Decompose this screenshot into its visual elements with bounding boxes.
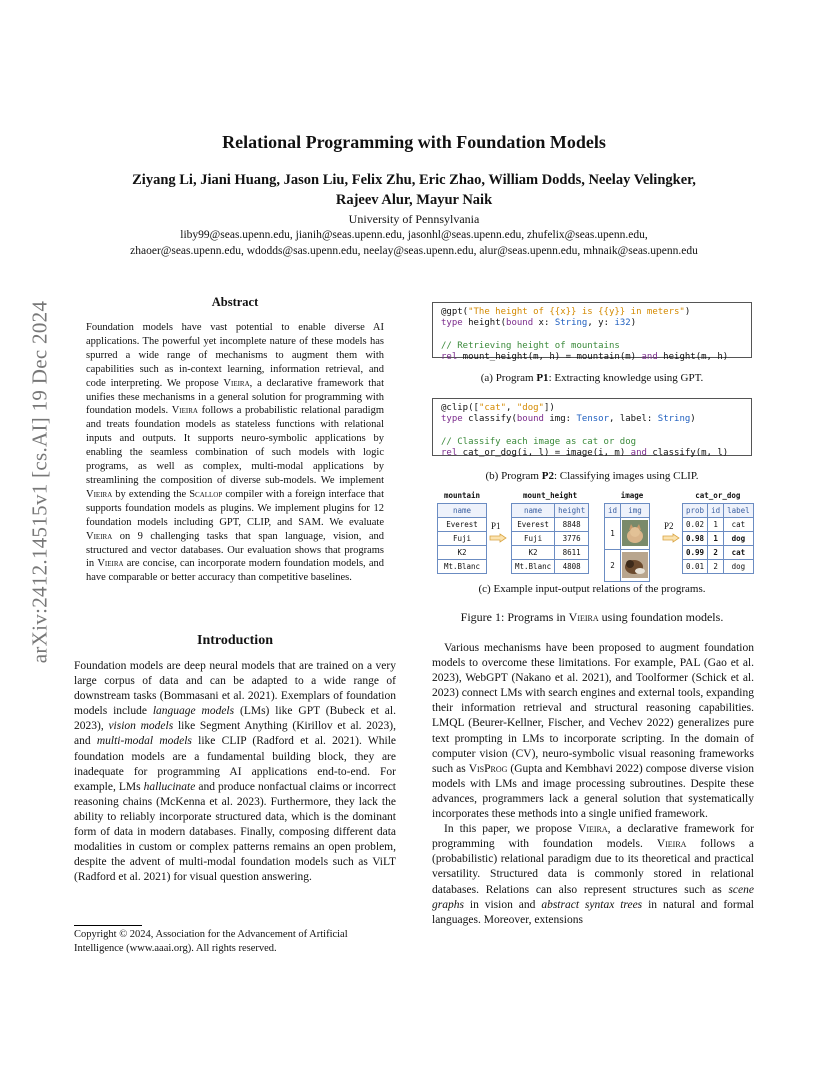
emails [40,227,788,259]
code-block-p2: @clip(["cat", "dog"]) type classify(bound img: Tensor, label: String) // Classify each image as cat or dog rel cat_or_dog(i, l) = image(i, m) and classify(m, l) [432,398,752,456]
table-mountain: mountain name Everest Fuji K2 Mt.Blanc [437,491,487,574]
caption-b: (b) Program P2: Classifying images using CLIP. [485,470,699,482]
table-cell: Everest [438,518,487,532]
caption-c: (c) Example input-output relations of the programs. [478,583,706,595]
intro-text: Foundation models are deep neural models that are trained on a very large corpus of data and can be adapted to a wide range of downstream tasks (Bommasani et al. 2021). Exemplars of foundation models include language models (LMs) like GPT (Bubeck et al. 2023), vision models like Segment Anything (Kirillov et al. 2023), and multi-modal models like CLIP (Radford et al. 2021). While foundation models are a fundamental building block, they are inadequate for programming AI applications end-to-end. For example, LMs hallucinate and produce nonfactual claims or incorrect reasoning chains (McKenna et al. 2023). Furthermore, they lack the ability to reliably incorporate structured data, which is the dominant form of data in modern databases. Finally, composing different data modalities in custom or complex patterns remains an open problem, despite the advent of multi-modal foundation models such as ViLT (Radford et al. 2021) for visual question answering. [74,660,396,884]
paper-title: Relational Programming with Foundation Models [222,132,606,152]
table-cell: Fuji [438,532,487,546]
right-column-text: Various mechanisms have been proposed to augment foundation models to overcome these limitations. For example, PAL (Gao et al. 2023), WebGPT (Nakano et al. 2021), and Toolformer (Schick et al. 2023) connect LMs with search engines and external tools, expanding their information retrieval and structural reasoning capabilities. LMQL (Beurer-Kellner, Fischer, and Vechev 2022) generalizes pure text prompting in LMs to incorporate scripting. In the domain of computer vision (CV), neuro-symbolic visual reasoning frameworks such as VisProg (Gupta and Kembhavi 2022) compose diverse vision models with LMs and image processing subroutines. Despite these advances, programmers lack a general solution that systematically incorporates these methods into a single unified framework. In this paper, we propose Vieira, a declarative framework for programming with foundation models. Vieira follows a (probabilistic) relational paradigm due to its theoretical and practical versatility. Structured data is commonly stored in relational databases. Relations can also represent structures such as scene graphs in vision and abstract syntax trees in natural and formal languages. Moreover, extensions [432,642,755,926]
arrow-right-icon [662,533,680,543]
arrow-right-icon [489,533,507,543]
table-cat-or-dog: cat_or_dog prob id label 0.02 1 cat 0.98 1 dog 0.99 2 cat 0.01 2 dog [682,491,754,574]
dog-photo-icon [622,552,648,578]
arxiv-stamp: arXiv:2412.14515v1 [cs.AI] 19 Dec 2024 [27,300,52,664]
footnote-rule [74,925,142,926]
dog-image [621,550,650,582]
affiliation: University of Pennsylvania [348,212,480,226]
figure-caption: Figure 1: Programs in Vieira using foundation models. [460,610,724,624]
caption-a: (a) Program P1: Extracting knowledge using GPT. [480,372,704,384]
authors [70,170,758,210]
abstract-text: Foundation models have vast potential to enable diverse AI applications. The powerful yet incomplete nature of these models has spurred a wide range of mechanisms to augment them with capabilities such as in-context learning, information retrieval, and code interpreting. We propose Vieira, a declarative framework that unifies these mechanisms in a general solution for programming with foundation models. Vieira follows a probabilistic relational paradigm and treats foundation models as stateless functions with relational inputs and outputs. It supports neuro-symbolic applications by enabling the seamless combination of such models with logic programs, as well as complex, multi-modal applications by streamlining the composition of diverse sub-models. We implement Vieira by extending the Scallop compiler with a foreign interface that supports foundation models as plugins. We implement plugins for 12 foundation models including GPT, CLIP, and SAM. We evaluate Vieira on 9 challenging tasks that span language, vision, and structured and vector databases. Our evaluation shows that programs in Vieira are concise, can incorporate modern foundation models, and have comparable or better accuracy than competitive baselines. [86,322,385,584]
table-cell: Mt.Blanc [438,560,487,574]
cat-image [621,518,650,550]
abstract-heading: Abstract [211,295,259,309]
table-image: image id img 1 2 [604,491,660,582]
label-p2: P2 [664,521,674,531]
intro-heading: Introduction [197,633,273,648]
copyright-note: Copyright © 2024, Association for the Advancement of Artificial Intelligence (www.aaai.org). All rights reserved. [74,929,348,954]
code-block-p1: @gpt("The height of {{x}} is {{y}} in meters") type height(bound x: String, y: i32) // Retrieving height of mountains rel mount_height(m, h) = mountain(m) and height(m, h) [432,302,752,358]
table-mount-height: mount_height name height Everest 8848 Fuji 3776 K2 8611 Mt.Blanc 4808 [511,491,589,574]
authors-line-1: Ziyang Li, Jiani Huang, Jason Liu, Felix Zhu, Eric Zhao, William Dodds, Neelay Velingker, [132,172,696,188]
emails-line-1: liby99@seas.upenn.edu, jianih@seas.upenn.edu, jasonhl@seas.upenn.edu, zhufelix@seas.upenn.edu, [180,229,648,241]
emails-line-2: zhaoer@seas.upenn.edu, wdodds@sas.upenn.edu, neelay@seas.upenn.edu, alur@seas.upenn.edu, mhnaik@seas.upenn.edu [130,245,698,257]
cat-photo-icon [622,520,648,546]
label-p1: P1 [491,521,501,531]
table-cell: K2 [438,546,487,560]
authors-line-2: Rajeev Alur, Mayur Naik [335,192,493,208]
